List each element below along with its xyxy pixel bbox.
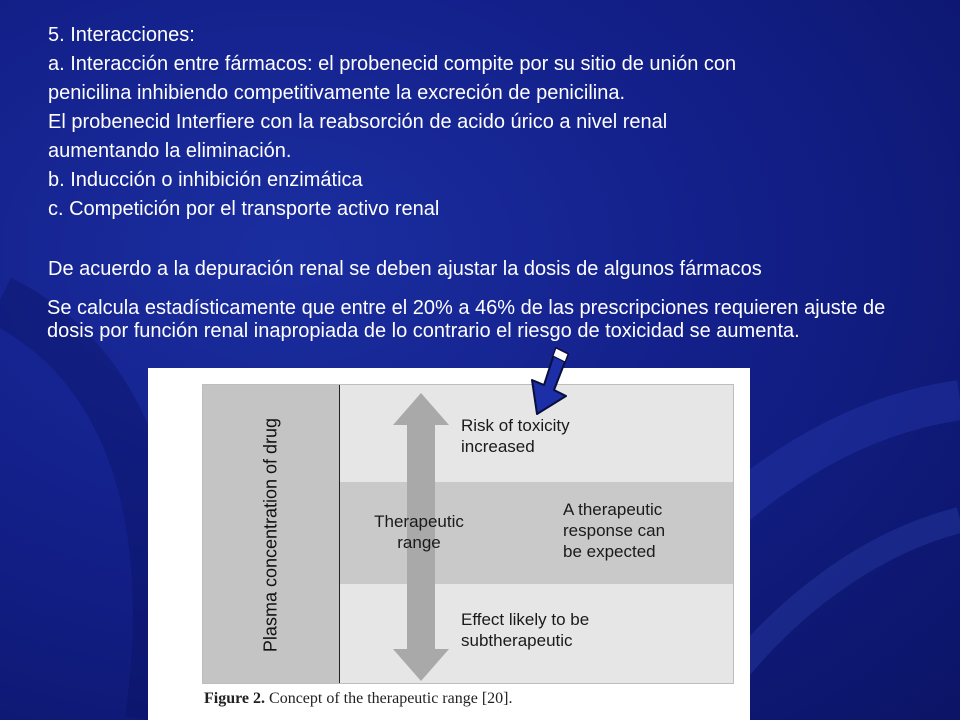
- subtherapeutic-label-line-1: Effect likely to be: [461, 610, 590, 629]
- toxicity-label: [461, 415, 570, 457]
- band-label-line-1: Therapeutic: [374, 512, 464, 531]
- therapeutic-range-label: [361, 511, 477, 553]
- caption-text: Concept of the therapeutic range [20].: [265, 690, 513, 707]
- subtherapeutic-label: [461, 609, 589, 651]
- response-label-line-1: A therapeutic: [563, 500, 663, 519]
- probenecid-line: El probenecid Interfiere con la reabsorción de acido úrico a nivel renal: [48, 111, 668, 133]
- toxicity-label-line-2: increased: [461, 437, 535, 456]
- figure-plot-area: [202, 384, 734, 684]
- toxicity-label-line-1: Risk of toxicity: [461, 416, 570, 435]
- therapeutic-response-label: [563, 499, 665, 562]
- response-label-line-3: be expected: [563, 542, 656, 561]
- y-axis-lane: [203, 385, 340, 683]
- probenecid-line-cont: aumentando la eliminación.: [48, 140, 292, 162]
- y-axis-label: Plasma concentration of drug: [260, 417, 281, 653]
- interaction-line-b: b. Inducción o inhibición enzimática: [48, 169, 363, 191]
- response-label-line-2: response can: [563, 521, 666, 540]
- figure-caption: [204, 690, 512, 708]
- band-label-line-2: range: [397, 533, 441, 552]
- pointer-arrow-icon: [524, 344, 584, 420]
- caption-figure-number: Figure 2.: [204, 690, 266, 707]
- therapeutic-range-figure: [148, 368, 750, 720]
- interactions-heading: 5. Interacciones:: [48, 24, 195, 46]
- prescription-statistic: Se calcula estadísticamente que entre el 20% a 46% de las prescripciones requieren ajuste de dosis por función renal inapropiada de lo contrario el riesgo de toxicidad se aumenta.: [47, 297, 886, 342]
- interaction-line-a: a. Interacción entre fármacos: el probenecid compite por su sitio de unión con: [48, 53, 737, 75]
- subtherapeutic-label-line-2: subtherapeutic: [461, 631, 573, 650]
- interaction-line-penicillin: penicilina inhibiendo competitivamente la excreción de penicilina.: [48, 82, 626, 104]
- renal-clearance-note: De acuerdo a la depuración renal se deben ajustar la dosis de algunos fármacos: [48, 258, 762, 280]
- interaction-line-c: c. Competición por el transporte activo renal: [48, 198, 440, 220]
